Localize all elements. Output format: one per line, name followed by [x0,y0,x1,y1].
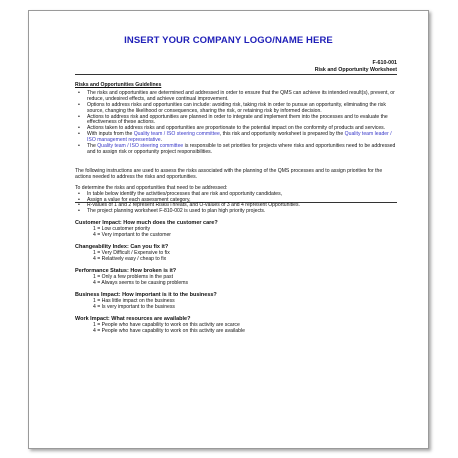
criterion-option: 1 = Very Difficult / Expensive to fix [93,250,170,257]
criterion-heading: Changeability Index: Can you fix it? [75,243,169,250]
criteria-section [75,221,397,336]
list-item [75,144,397,156]
criterion-option: 1 = Low customer priority [93,226,151,233]
criterion-option: 4 = Relatively easy / cheap to fix [93,256,167,263]
criterion-heading: Business Impact: How important is it to the business? [75,291,217,298]
criterion-heading: Performance Status: How broken is it? [75,267,177,274]
determine-list [75,192,397,216]
criterion-option: 1 = Only a few problems in the past [93,274,173,281]
criterion-heading: Customer Impact: How much does the customer care? [75,219,218,226]
company-logo-placeholder: INSERT YOUR COMPANY LOGO/NAME HERE [124,35,333,46]
determine-intro: To determine the risks and opportunities that need to be addressed: [75,184,228,191]
form-identifier [315,60,397,73]
list-item-text: , this risk and opportunity worksheet is prepared by the [219,131,345,138]
list-item: • The risks and opportunities are determined and addressed in order to ensure that the QMS can achieve its intended result(s), prevent, or reduce, undesired effects, and achieve continual improvement. [75,91,397,103]
role-highlight: Quality team / ISO steering committee [133,131,220,138]
list-item: • Assign a value for each assessment category, [75,198,397,204]
guidelines-list [75,91,397,156]
form-title: Risk and Opportunity Worksheet [314,66,397,73]
document-body [75,83,397,335]
criterion-option: 1 = People who have capability to work on this activity are scarce [93,322,240,329]
list-item: • Actions taken to address risks and opportunities are proportionate to the potential impact on the conformity of products and services. [75,126,397,132]
list-item: • R-values of 1 and 2 represent Risks/Threats, and O-values of 3 and 4 represent Opportunities. [75,203,397,209]
list-item-text: . [160,137,163,144]
criterion-option: 1 = Has little impact on the business [93,298,175,305]
list-item-text: is responsible to set priorities for projects where risks and opportunities need to be addressed and to assign risk or opportunity project responsibilities. [87,143,396,155]
list-item: • In table below identify the activities/processes that are risk and opportunity candidates, [75,192,397,198]
document-page [28,10,429,449]
list-item: • Actions to address risk and opportunities are planned in order to integrate and implement them into the processes and to evaluate the effectiveness of these actions. [75,115,397,127]
list-item-text: The [87,143,98,150]
role-highlight: Quality team / ISO steering committee [97,143,184,150]
list-item: • The project planning worksheet F-810-002 is used to plan high priority projects. [75,209,397,215]
role-highlight: Quality team leader / ISO management representative [87,131,392,144]
header-divider [75,74,397,75]
criterion-option: 4 = People who have capability to work on this activity are available [93,328,245,335]
form-number: F-610-001 [372,60,397,66]
criterion-option: 4 = Is very important to the business [93,304,175,311]
criterion-option: 4 = Always seems to be causing problems [93,280,188,287]
list-item-text: With inputs from the [87,131,134,138]
criterion-heading: Work Impact: What resources are available? [75,315,191,322]
instructions-intro: The following instructions are used to assess the risks associated with the planning of the QMS processes and to assign priorities for the actions needed to address the risks and opportunities. [75,167,383,180]
list-item: • Options to address risks and opportunities can include: avoiding risk, taking risk in order to pursue an opportunity, eliminating the risk source, changing the likelihood or consequences, sharing the risk, or retaining risk by informed decision. [75,103,397,115]
guidelines-heading: Risks and Opportunities Guidelines [75,82,162,88]
criterion-option: 4 = Very important to the customer [93,232,172,239]
